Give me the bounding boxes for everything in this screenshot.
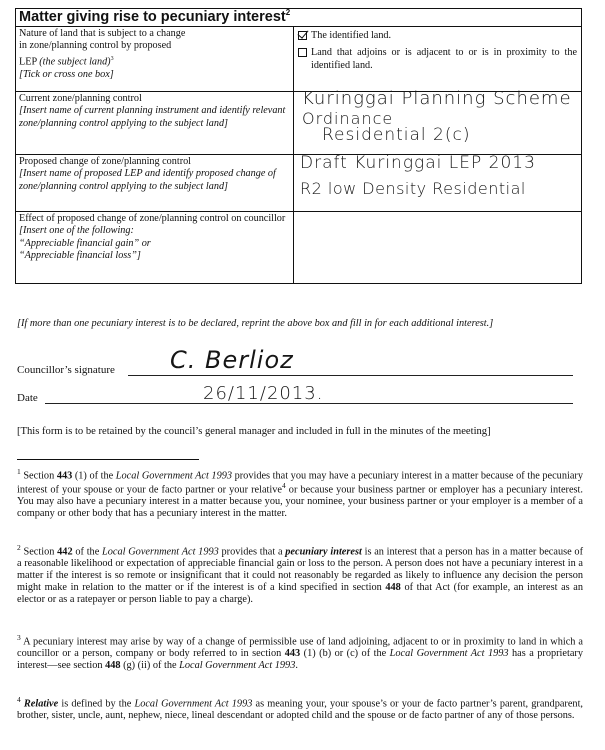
instruction-text: [Insert name of proposed LEP and identify proposed change of zone/planning control applying to the subject land] xyxy=(19,168,276,192)
footnote-1: $^1$ Section 443 (1) of the Local Government Act 1993 provides that you may have a pecuniary interest in a matter because of the pecuniary interest of your spouse or your de facto partner or your relative$^4$ or because your business partner or employer has a pecuniary interest. You may also have a pecuniary interest in a matter because you, your nominee, your business partner or your employer is a member of a company or other body that has a pecuniary interest in the matter. xyxy=(17,467,583,520)
footnote-ref: 2 xyxy=(285,8,291,17)
instruction-text: “Appreciable financial gain” or xyxy=(19,237,151,249)
label-line: Current zone/planning control xyxy=(19,93,142,104)
option-label: The identified land. xyxy=(311,30,392,41)
option-label: Land that adjoins or is adjacent to or is in proximity to the identified land. xyxy=(311,47,577,71)
table-row-current-zone xyxy=(16,88,581,155)
option-identified-land[interactable] xyxy=(298,29,577,42)
label-line: in zone/planning control by proposed xyxy=(19,40,172,52)
instruction-text: “Appreciable financial loss”] xyxy=(19,250,141,262)
footnote-number: 1 xyxy=(17,467,21,476)
instruction-text: [Insert one of the following: xyxy=(19,225,134,237)
handwritten-text: R2 low Density Residential xyxy=(300,179,526,198)
instruction-text: [Tick or cross one box] xyxy=(19,68,114,80)
label-line: Effect of proposed change of zone/planning control on councillor xyxy=(19,213,286,224)
label-line xyxy=(19,53,290,69)
footnote-3: $^3$ A pecuniary interest may arise by way of a change of permissible use of land adjoining, adjacent to or in proximity to land in which a councillor or a person, company or body referred to in section 443 (1) (b) or (c) of the Local Government Act 1993 has a proprietary interest—see section 448 (g) (ii) of the Local Government Act 1993. xyxy=(17,633,583,672)
signature-line xyxy=(128,375,573,376)
handwritten-text: Ordinance xyxy=(302,109,394,128)
row-label xyxy=(16,27,294,91)
date-label: Date xyxy=(17,392,38,404)
row-label xyxy=(16,155,294,211)
row-value xyxy=(294,27,581,91)
table-title xyxy=(16,9,581,27)
footnote-4: $^4$ Relative is defined by the Local Government Act 1993 as meaning your, your spouse’s or your de facto partner’s parent, grandparent, brother, sister, uncle, aunt, nephew, niece, lineal descendant or adopted child and the spouse or de facto partner of any of those persons. xyxy=(17,695,584,722)
checked-checkbox[interactable] xyxy=(298,31,307,40)
table-row-nature-of-land xyxy=(16,27,581,92)
retain-note: [This form is to be retained by the council’s general manager and included in full in the minutes of the meeting] xyxy=(17,426,491,437)
table-row-proposed-change xyxy=(16,155,581,212)
table-row-effect xyxy=(16,212,581,283)
footnote-divider xyxy=(17,459,199,460)
footnote-ref: 3 xyxy=(110,55,114,62)
label-text-italic: (the subject land) xyxy=(39,56,111,68)
footnote-2: $^2$ Section 442 of the Local Government Act 1993 provides that a pecuniary interest is an interest that a person has in a matter because of a reasonable likelihood or expectation of appreciable financial gain or loss to the person. A person does not have a pecuniary interest in a matter if the interest is so remote or insignificant that it could not reasonably be regarded as likely to influence any decision the person might make in relation to the matter or if the interest is of a kind specified in section 448 of that Act (for example, an interest as an elector or as a ratepayer or person liable to pay a charge). xyxy=(17,543,583,605)
date-value: 26/11/2013. xyxy=(203,383,324,404)
row-value-handwritten xyxy=(294,155,581,211)
label-text: LEP xyxy=(19,56,40,68)
row-label xyxy=(16,212,294,283)
signature-value: C. Berlioz xyxy=(170,346,294,374)
signature-label: Councillor’s signature xyxy=(17,364,115,376)
repeat-instruction: [If more than one pecuniary interest is to be declared, reprint the above box and fill in for each additional interest.] xyxy=(17,318,494,329)
option-adjoining-land[interactable] xyxy=(298,46,577,72)
footnote-number: 3 xyxy=(17,633,21,642)
handwritten-text: Kuringgai Planning Scheme xyxy=(302,88,572,109)
row-label xyxy=(16,92,294,154)
handwritten-text: Draft Kuringgai LEP 2013 xyxy=(300,153,536,173)
pecuniary-interest-table xyxy=(15,8,582,284)
table-title-text: Matter giving rise to pecuniary interest xyxy=(19,9,286,25)
unchecked-checkbox[interactable] xyxy=(298,48,307,57)
row-value-handwritten xyxy=(294,88,581,154)
label-line: Proposed change of zone/planning control xyxy=(19,156,192,167)
footnote-number: 2 xyxy=(17,543,21,552)
handwritten-text: Residential 2(c) xyxy=(322,125,471,145)
label-line: Nature of land that is subject to a change xyxy=(19,28,186,39)
row-value-empty[interactable] xyxy=(294,212,581,283)
footnote-number: 4 xyxy=(17,695,21,704)
instruction-text: [Insert name of current planning instrument and identify relevant zone/planning control applying to the subject land] xyxy=(19,105,286,129)
